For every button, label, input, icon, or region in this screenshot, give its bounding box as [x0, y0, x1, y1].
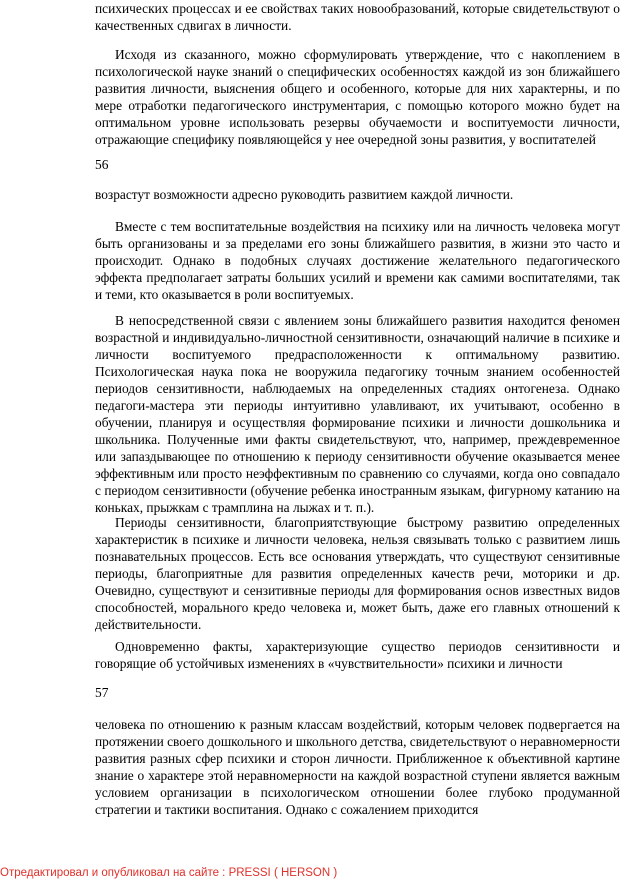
paragraph-3: возрастут возможности адресно руководить развитием каждой личности.	[95, 187, 514, 202]
paragraph-2: Исходя из сказанного, можно сформулировать утверждение, что с накоплением в психологической науке знаний о специфических особенностях каждой из зон ближайшего развития личности, выяснения общего и особенного, которые для них характерны, и по мере отработки педагогического инструментария, с помощью которого можно будет на оптимальном уровне использовать резервы обучаемости и воспитуемости личности, отражающие специфику появляющейся у нее очередной зоны развития, у воспитателей	[95, 47, 620, 147]
page-number: 57	[95, 685, 109, 700]
paragraph-1: психических процессах и ее свойствах таких новообразований, которые свидетельствуют о качественных сдвигах в личности.	[95, 1, 620, 33]
paragraph-5: В непосредственной связи с явлением зоны ближайшего развития находится феномен возрастной и индивидуально-личностной сензитивности, означающий наличие в психике и личности воспитуемого предрасположенности к оптимальному развитию. Психологическая наука пока не вооружила педагогику точным знанием особенностей периодов сензитивности, наблюдаемых на определенных стадиях онтогенеза. Однако педагоги-мастера эти периоды интуитивно улавливают, их учитывают, особенно в обучении, планируя и осуществляя формирование психики и личности дошкольника и школьника. Полученные ими факты свидетельствуют, что, например, преждевременное или запаздывающее по отношению к периоду сензитивности обучение оказывается менее эффективным или просто неэффективным по сравнению со случаями, когда оно совпадало с периодом сензитивности (обучение ребенка иностранным языкам, фигурному катанию на коньках, прыжкам с трамплина на лыжах и т. п.).	[95, 313, 620, 515]
paragraph-6: Периоды сензитивности, благоприятствующие быстрому развитию определенных характеристик в психике и личности человека, нельзя связывать только с развитием лишь познавательных процессов. Есть все основания утверждать, что существуют сензитивные периоды, благоприятные для развития определенных качеств речи, моторики и др. Очевидно, существуют и сензитивные периоды для формирования основ известных видов способностей, морального кредо человека и, может быть, даже его главных отношений к действительности.	[95, 515, 620, 632]
footer-credit: Отредактировал и опубликовал на сайте : PRESSI ( HERSON )	[0, 867, 338, 879]
paragraph-7: Одновременно факты, характеризующие существо периодов сензитивности и говорящие об устойчивых изменениях в «чувствительности» психики и личности	[95, 639, 620, 671]
page-number: 56	[95, 157, 109, 172]
paragraph-8: человека по отношению к разным классам воздействий, которым человек подвергается на протяжении своего дошкольного и школьного детства, свидетельствуют о неравномерности развития разных сфер психики и сторон личности. Приближенное к объективной картине знание о характере этой неравномерности на каждой возрастной ступени является важным условием организации в психологическом отношении более глубоко продуманной стратегии и тактики воспитания. Однако с сожалением приходится	[95, 717, 620, 817]
paragraph-4: Вместе с тем воспитательные воздействия на психику или на личность человека могут быть организованы и за пределами его зоны ближайшего развития, в жизни это часто и происходит. Однако в подобных случаях достижение желательного педагогического эффекта предполагает затраты больших усилий и времени как самими воспитателями, так и теми, кто оказывается в роли воспитуемых.	[95, 219, 620, 302]
